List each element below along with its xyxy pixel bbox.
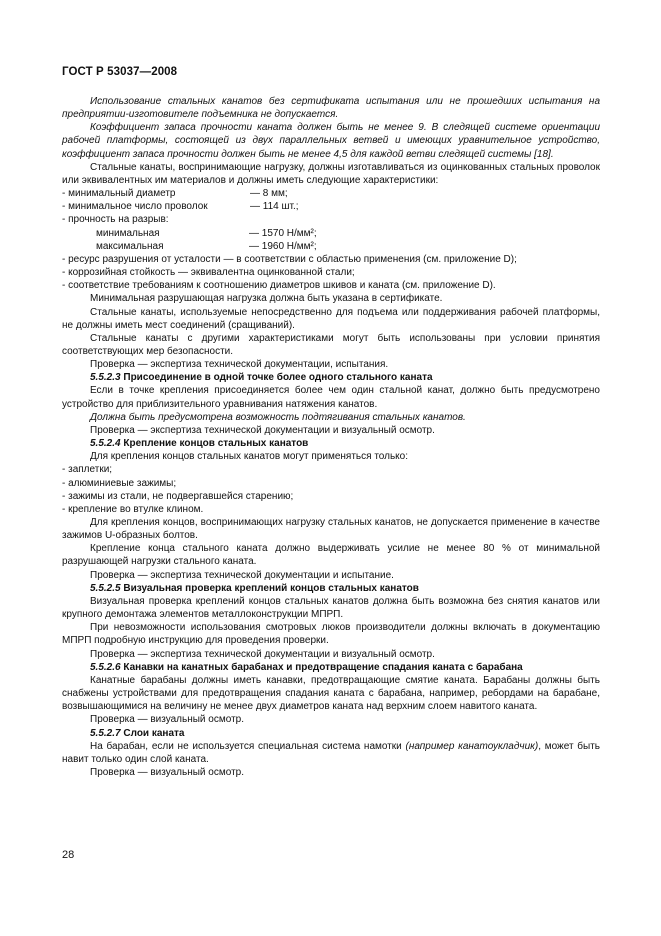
characteristic-value: — 1960 Н/мм²; bbox=[249, 240, 317, 252]
list-item: - заплетки; bbox=[62, 464, 113, 476]
section-number: 5.5.2.7 bbox=[90, 727, 121, 739]
section-title: Визуальная проверка креплений концов стальных канатов bbox=[123, 582, 419, 594]
section-number: 5.5.2.3 bbox=[90, 372, 121, 384]
characteristic-row: - прочность на разрыв: bbox=[62, 214, 169, 226]
characteristic-subrow bbox=[62, 227, 600, 240]
characteristic-value: — 1570 Н/мм²; bbox=[249, 227, 317, 239]
characteristic-row bbox=[62, 200, 600, 213]
characteristic-value: — 8 мм; bbox=[250, 188, 288, 200]
characteristic-row: - коррозийная стойкость — эквивалентна оцинкованной стали; bbox=[62, 267, 355, 279]
characteristic-label: - минимальное число проволок bbox=[62, 201, 208, 213]
characteristic-row bbox=[62, 187, 600, 200]
characteristic-subrow bbox=[62, 240, 600, 253]
paragraph-text: На барабан, если не используется специальная система намотки bbox=[90, 740, 406, 752]
section-title: Слои каната bbox=[123, 727, 185, 739]
characteristic-row: - соответствие требованиям к соотношению диаметров шкивов и каната (см. приложение D). bbox=[62, 280, 496, 292]
paragraph: Канатные барабаны должны иметь канавки, предотвращающие смятие каната. Барабаны должны быть снабжены устройствами для предотвращения спадания каната с барабана, например, ребордами на барабане, возвышающимися на величину не менее двух диаметров каната над верхним слоем навитого каната. bbox=[62, 674, 600, 713]
list-item: - алюминиевые зажимы; bbox=[62, 477, 177, 489]
section-heading-5-5-2-7 bbox=[62, 727, 600, 740]
paragraph: Проверка — визуальный осмотр. bbox=[90, 714, 244, 726]
section-heading-5-5-2-5 bbox=[62, 582, 600, 595]
paragraph: Визуальная проверка креплений концов стальных канатов должна быть возможна без снятия канатов или крупного демонтажа элементов металлоконструкции МПРП. bbox=[62, 595, 600, 621]
standard-header: ГОСТ Р 53037—2008 bbox=[62, 66, 178, 78]
paragraph: Для крепления концов, воспринимающих нагрузку стальных канатов, не допускается применение в качестве зажимов U-образных болтов. bbox=[62, 517, 600, 542]
page-body bbox=[62, 95, 600, 779]
characteristic-label: - минимальный диаметр bbox=[62, 188, 176, 200]
paragraph: При невозможности использования смотровых люков производители должны включать в документацию МПРП подробную инструкцию для проведения проверки. bbox=[62, 622, 600, 647]
paragraph: Коэффициент запаса прочности каната должен быть не менее 9. В следящей системе ориентации рабочей платформы, состоящей из двух параллельных ветвей и имеющих уравнительное устройство, коэффициент запаса прочности должен быть не менее 4,5 для каждой ветви следящей системы [18]. bbox=[62, 122, 600, 160]
paragraph: Для крепления концов стальных канатов могут применяться только: bbox=[90, 451, 408, 463]
section-number: 5.5.2.4 bbox=[90, 438, 121, 450]
paragraph: Крепление конца стального каната должно выдерживать усилие не менее 80 % от минимальной разрушающей нагрузки стального каната. bbox=[62, 543, 600, 568]
section-number: 5.5.2.5 bbox=[90, 582, 121, 594]
list-item: - крепление во втулке клином. bbox=[62, 503, 204, 515]
characteristic-value: — 114 шт.; bbox=[250, 201, 299, 213]
paragraph: Если в точке крепления присоединяется более чем один стальной канат, должно быть предусмотрено устройство для приблизительного уравнивания натяжения канатов. bbox=[62, 385, 600, 410]
paragraph: Проверка — экспертиза технической документации, испытания. bbox=[90, 359, 389, 371]
section-heading-5-5-2-4 bbox=[62, 437, 600, 450]
characteristic-label: минимальная bbox=[96, 227, 160, 239]
section-heading-5-5-2-6 bbox=[62, 661, 600, 674]
paragraph: Должна быть предусмотрена возможность подтягивания стальных канатов. bbox=[90, 411, 466, 423]
paragraph: Стальные канаты с другими характеристиками могут быть использованы при условии принятия соответствующих мер безопасности. bbox=[62, 332, 600, 357]
paragraph: Проверка — экспертиза технической документации и визуальный осмотр. bbox=[90, 424, 435, 436]
characteristic-row: - ресурс разрушения от усталости — в соответствии с областью применения (см. приложение D); bbox=[62, 253, 517, 265]
section-number: 5.5.2.6 bbox=[90, 661, 121, 673]
paragraph: Использование стальных канатов без сертификата испытания или не прошедших испытания на предприятии-изготовителе подъемника не допускается. bbox=[62, 96, 600, 121]
characteristic-label: максимальная bbox=[96, 240, 164, 252]
paragraph: Стальные канаты, используемые непосредственно для подъема или поддерживания рабочей платформы, не должны иметь мест соединений (сращиваний). bbox=[62, 306, 600, 331]
paragraph-text: , может быть навит только один слой каната. bbox=[62, 740, 600, 765]
paragraph bbox=[62, 740, 600, 766]
paragraph: Проверка — визуальный осмотр. bbox=[90, 766, 244, 778]
paragraph: Проверка — экспертиза технической документации и визуальный осмотр. bbox=[90, 648, 435, 660]
section-heading-5-5-2-3 bbox=[62, 371, 600, 384]
paragraph-italic-text: (например канатоукладчик) bbox=[405, 740, 539, 752]
page-number: 28 bbox=[62, 849, 75, 861]
paragraph: Стальные канаты, воспринимающие нагрузку, должны изготавливаться из оцинкованных стальных проволок или эквивалентных им материалов и должны иметь следующие характеристики: bbox=[62, 161, 600, 186]
paragraph: Минимальная разрушающая нагрузка должна быть указана в сертификате. bbox=[90, 293, 443, 305]
section-title: Канавки на канатных барабанах и предотвращение спадания каната с барабана bbox=[123, 661, 523, 673]
section-title: Крепление концов стальных канатов bbox=[123, 438, 309, 450]
paragraph: Проверка — экспертиза технической документации и испытание. bbox=[90, 569, 394, 581]
list-item: - зажимы из стали, не подвергавшейся старению; bbox=[62, 490, 294, 502]
section-title: Присоединение в одной точке более одного стального каната bbox=[123, 372, 433, 384]
